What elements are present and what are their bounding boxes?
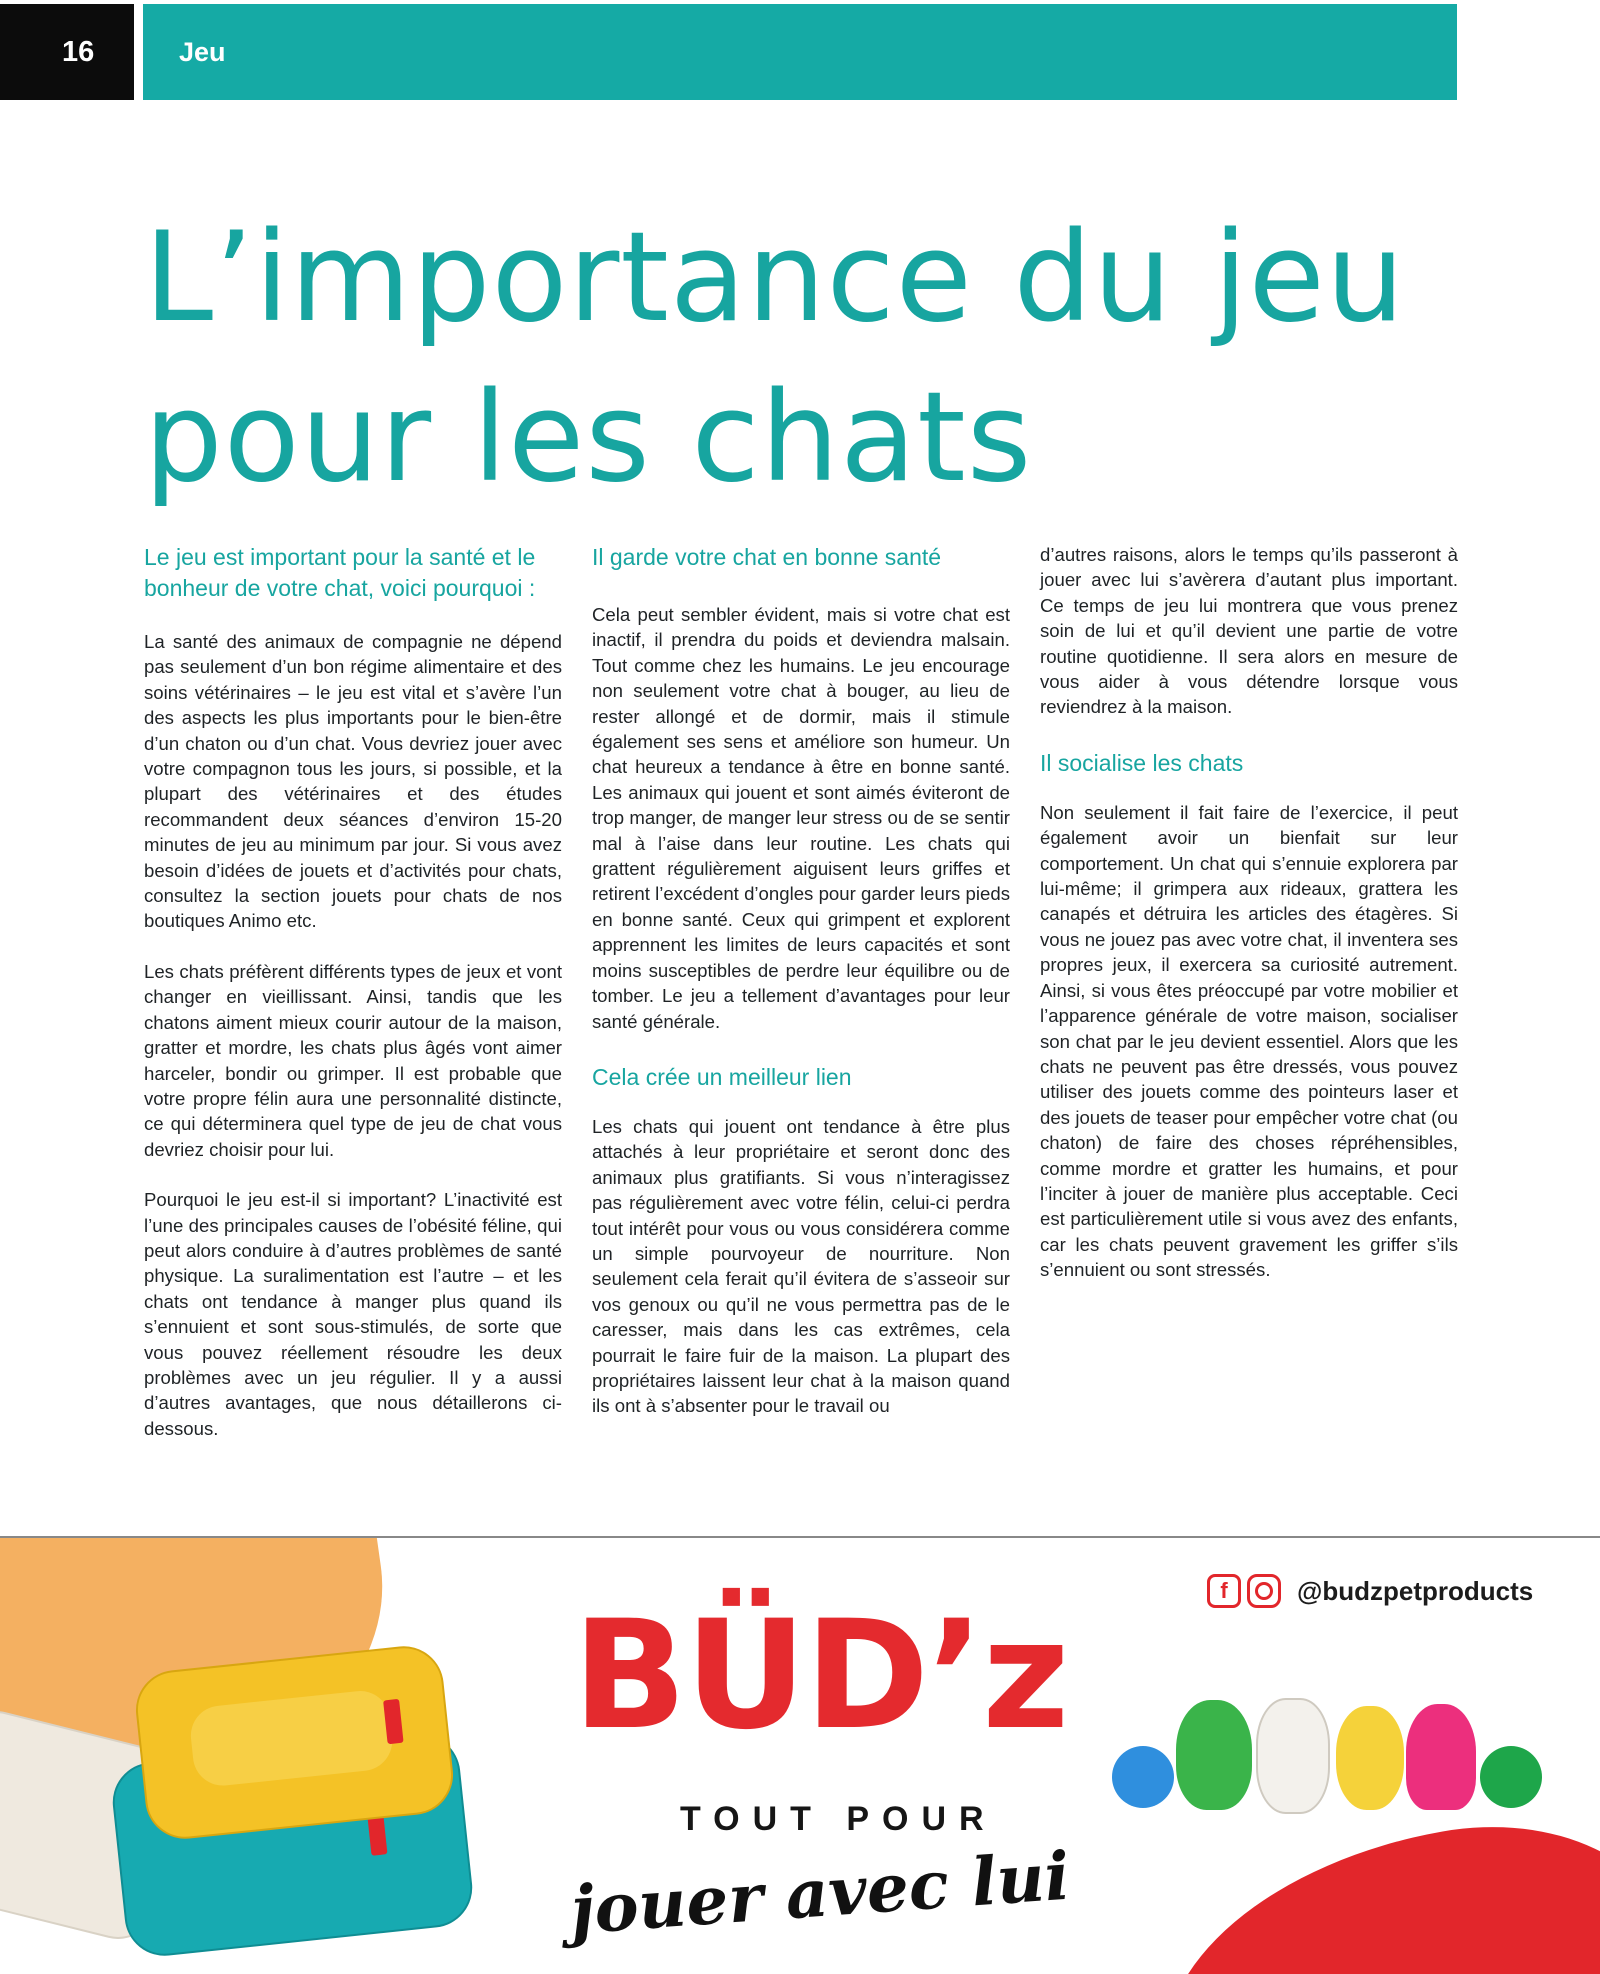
paragraph: Les chats préfèrent différents types de jeux et vont changer en vieillissant. Ainsi, tandis que les chatons aiment mieux courir autour de la maison, gratter et mordre, les chats plus âgés vont aimer harceler, bondir ou grimper. Il est probable que votre propre félin aura une personnalité distincte, ce qui déterminera quel type de jeu de chat vous devriez choisir pour lui.: [144, 960, 562, 1160]
subheading-health: Il garde votre chat en bonne santé: [592, 544, 942, 570]
section-header: [143, 4, 1457, 100]
paragraph: Non seulement il fait faire de l’exercice, il peut également avoir un bienfait sur leur comportement. Un chat qui s’ennuie explorera par lui-même; il grimpera aux rideaux, grattera les canapés et détruira les articles des étagères. Si vous ne jouez pas avec votre chat, il inventera ses propres jeux, il exercera sa curiosité autrement. Ainsi, si vous êtes préoccupé par votre mobilier et l’apparence générale de votre maison, socialiser son chat par le jeu devient essentiel. Alors que les chats ne peuvent pas être dressés, vous pouvez utiliser des jouets comme des pointeurs laser et des jouets de teaser pour empêcher votre chat (ou chaton) de faire des choses répréhensibles, comme mordre et gratter les humains, et pour l’inciter à jouer de manière plus acceptable. Ceci est particulièrement utile si vous avez des enfants, car les chats peuvent gravement les griffer s’ils s’ennuient ou sont stressés.: [1040, 801, 1458, 1281]
article-intro: Le jeu est important pour la santé et le bonheur de votre chat, voici pourquoi :: [144, 544, 536, 601]
article-column-3: [1040, 542, 1458, 1308]
green-ball-toy-image: [1480, 1746, 1542, 1808]
title-line-1: L’importance du jeu: [144, 206, 1406, 350]
page-number: 16: [0, 4, 134, 100]
instagram-icon[interactable]: [1247, 1574, 1281, 1608]
section-label: Jeu: [179, 36, 226, 67]
budz-advertisement: [0, 1536, 1600, 1974]
paragraph: Pourquoi le jeu est-il si important? L’inactivité est l’une des principales causes de l’obésité féline, qui peut alors conduire à d’autres problèmes de santé physique. La suralimentation est l’autre – et les chats ont tendance à manger plus quand ils s’ennuient et sont sous-stimulés, de sorte que vous pouvez réellement résoudre les deux problèmes avec un jeu régulier. Il y a aussi d’autres avantages, que nous détaillerons ci-dessous.: [144, 1189, 562, 1439]
tagline-top: TOUT POUR: [680, 1800, 997, 1838]
paragraph: La santé des animaux de compagnie ne dépend pas seulement d’un bon régime alimentaire et des soins vétérinaires – le jeu est vital et s’avère l’un des aspects les plus importants pour le bien-être d’un chaton ou d’un chat. Vous devriez jouer avec votre compagnon tous les jours, si possible, et la plupart des vétérinaires et des études recommandent deux séances d’environ 15-20 minutes de jeu au minimum par jour. Si vous avez besoin d’idées de jouets et d’activités pour chats, consultez la section jouets pour chats de nos boutiques Animo etc.: [144, 631, 562, 932]
turtle-toy-image: [1176, 1700, 1252, 1810]
facebook-icon[interactable]: f: [1207, 1574, 1241, 1608]
cow-toy-image: [1256, 1698, 1330, 1814]
duck-toy-image: [1336, 1706, 1404, 1810]
article-column-2: [592, 542, 1010, 1444]
bed-tag: [383, 1699, 404, 1744]
subheading-bond: Cela crée un meilleur lien: [592, 1063, 852, 1090]
social-links: [1207, 1574, 1533, 1608]
article-title: [144, 198, 1444, 518]
paragraph: Cela peut sembler évident, mais si votre chat est inactif, il prendra du poids et deviendra malsain. Tout comme chez les humains. Le jeu encourage non seulement votre chat à bouger, au lieu de rester allongé et de dormir, mais il stimule également ses sens et améliore son humeur. Un chat heureux a tendance à être en bonne santé. Les animaux qui jouent et sont aimés éviteront de trop manger, de manger leur stress ou de se sentir mal à l’aise dans leur routine. Les chats qui grattent régulièrement aiguisent leurs griffes et retirent l’excédent d’ongles pour garder leurs pieds en bonne santé. Ceux qui grimpent et explorent apprennent les limites de leurs capacités et sont moins susceptibles de perdre leur équilibre ou de tomber. Le jeu a tellement d’avantages pour leur santé générale.: [592, 604, 1010, 1032]
blue-ball-toy-image: [1112, 1746, 1174, 1808]
paragraph: Les chats qui jouent ont tendance à être plus attachés à leur propriétaire et seront donc des animaux plus gratifiants. Si vous n’interagissez pas régulièrement avec votre félin, celui-ci perdra tout intérêt pour vous ou vous considérera comme un simple pourvoyeur de nourriture. Non seulement cela ferait qu’il évitera de s’asseoir sur vos genoux ou qu’il ne vous permettra pas de le caresser, mais dans les cas extrêmes, cela pourrait le faire fuir de la maison. La plupart des propriétaires laissent leur chat à la maison quand ils ont à s’absenter pour le travail ou: [592, 1115, 1010, 1417]
red-shape: [1135, 1795, 1600, 1974]
tagline-script: jouer avec lui: [567, 1836, 1073, 1950]
brand-logo: BÜD’z: [572, 1589, 1068, 1763]
subheading-socialise: Il socialise les chats: [1040, 749, 1244, 776]
article-column-1: [144, 542, 562, 1466]
yellow-pet-bed-image: [132, 1642, 457, 1842]
octopus-toy-image: [1406, 1704, 1476, 1810]
social-handle: @budzpetproducts: [1297, 1575, 1534, 1606]
title-line-2: pour les chats: [144, 366, 1033, 510]
paragraph: d’autres raisons, alors le temps qu’ils passeront à jouer avec lui s’avèrera d’autant plus important. Ce temps de jeu lui montrera que vous prenez soin de lui et qu’il devient une partie de votre routine quotidienne. Il sera alors en mesure de vous aider à vous détendre lorsque vous reviendrez à la maison.: [1040, 544, 1458, 718]
